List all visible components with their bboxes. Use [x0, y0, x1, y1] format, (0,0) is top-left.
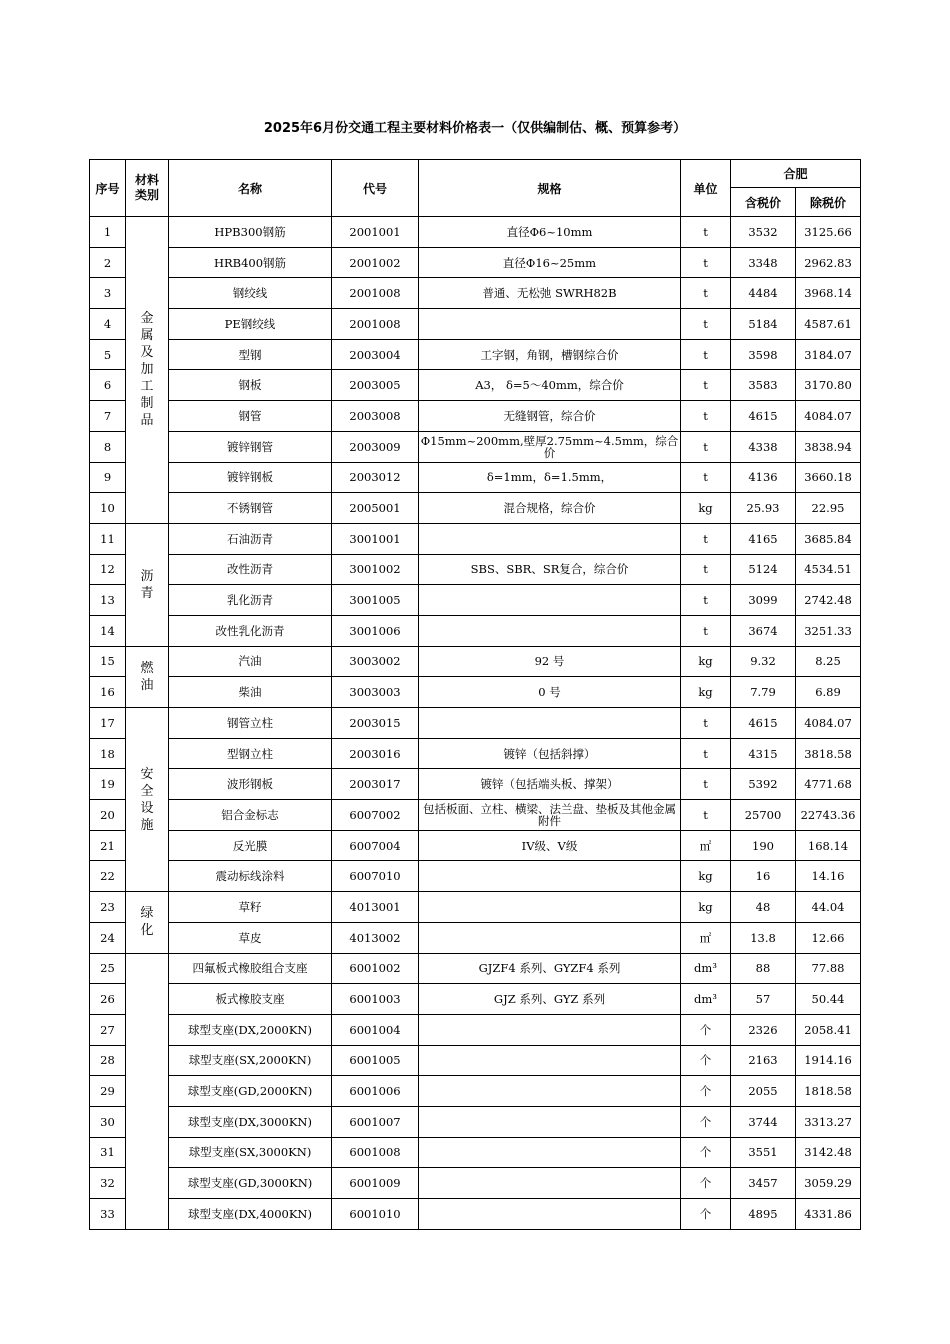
cell-code: 6001010 — [332, 1199, 419, 1230]
price-table — [89, 159, 861, 1230]
table-row — [90, 922, 861, 953]
cell-spec — [419, 1014, 681, 1045]
cell-name: 钢管立柱 — [169, 708, 332, 739]
cell-spec — [419, 523, 681, 554]
cell-tax-excl: 3059.29 — [796, 1168, 861, 1199]
cell-code: 2001008 — [332, 309, 419, 340]
table-row — [90, 1014, 861, 1045]
cell-code: 4013002 — [332, 922, 419, 953]
cell-seq: 22 — [90, 861, 126, 892]
cell-code: 4013001 — [332, 892, 419, 923]
cell-spec — [419, 309, 681, 340]
cell-name: 镀锌钢板 — [169, 462, 332, 493]
cell-tax-incl: 9.32 — [731, 646, 796, 677]
cell-name: 钢板 — [169, 370, 332, 401]
cell-unit: 个 — [681, 1106, 731, 1137]
cell-name: 震动标线涂料 — [169, 861, 332, 892]
cell-tax-incl: 16 — [731, 861, 796, 892]
cell-code: 2003005 — [332, 370, 419, 401]
cell-name: 乳化沥青 — [169, 585, 332, 616]
cell-tax-excl: 4587.61 — [796, 309, 861, 340]
table-row — [90, 708, 861, 739]
cell-seq: 10 — [90, 493, 126, 524]
table-row — [90, 401, 861, 432]
cell-tax-incl: 3674 — [731, 615, 796, 646]
cell-spec — [419, 1199, 681, 1230]
cell-name: 改性乳化沥青 — [169, 615, 332, 646]
table-row — [90, 1045, 861, 1076]
cell-name: 柴油 — [169, 677, 332, 708]
cell-name: 改性沥青 — [169, 554, 332, 585]
cell-name: 型钢 — [169, 339, 332, 370]
cell-tax-excl: 3170.80 — [796, 370, 861, 401]
table-body — [90, 217, 861, 1230]
cell-tax-excl: 22.95 — [796, 493, 861, 524]
header-category-label: 材料类别 — [134, 173, 159, 202]
cell-spec — [419, 615, 681, 646]
cell-tax-incl: 5184 — [731, 309, 796, 340]
cell-unit: dm³ — [681, 953, 731, 984]
cell-unit: t — [681, 309, 731, 340]
cell-tax-incl: 57 — [731, 984, 796, 1015]
cell-seq: 18 — [90, 738, 126, 769]
cell-code: 6007002 — [332, 800, 419, 831]
cell-unit: 个 — [681, 1168, 731, 1199]
cell-tax-incl: 3099 — [731, 585, 796, 616]
cell-code: 2003004 — [332, 339, 419, 370]
cell-spec: GJZF4 系列、GYZF4 系列 — [419, 953, 681, 984]
cell-seq: 20 — [90, 800, 126, 831]
cell-tax-incl: 25700 — [731, 800, 796, 831]
cell-unit: t — [681, 462, 731, 493]
header-code: 代号 — [332, 160, 419, 217]
cell-tax-excl: 8.25 — [796, 646, 861, 677]
cell-tax-excl: 6.89 — [796, 677, 861, 708]
table-row — [90, 493, 861, 524]
cell-seq: 25 — [90, 953, 126, 984]
cell-unit: ㎡ — [681, 922, 731, 953]
cell-code: 6007004 — [332, 830, 419, 861]
cell-tax-excl: 2742.48 — [796, 585, 861, 616]
cell-spec: SBS、SBR、SR复合，综合价 — [419, 554, 681, 585]
table-row — [90, 431, 861, 462]
cell-unit: t — [681, 738, 731, 769]
cell-tax-excl: 4331.86 — [796, 1199, 861, 1230]
cell-seq: 12 — [90, 554, 126, 585]
cell-tax-incl: 3532 — [731, 217, 796, 248]
cell-code: 6001003 — [332, 984, 419, 1015]
cell-name: 球型支座(DX,4000KN) — [169, 1199, 332, 1230]
cell-name: 石油沥青 — [169, 523, 332, 554]
cell-tax-excl: 3838.94 — [796, 431, 861, 462]
cell-tax-excl: 168.14 — [796, 830, 861, 861]
cell-seq: 23 — [90, 892, 126, 923]
cell-code: 2003017 — [332, 769, 419, 800]
cell-spec: 混合规格，综合价 — [419, 493, 681, 524]
cell-tax-incl: 4315 — [731, 738, 796, 769]
cell-unit: t — [681, 615, 731, 646]
cell-unit: t — [681, 401, 731, 432]
cell-tax-excl: 3251.33 — [796, 615, 861, 646]
cell-spec — [419, 922, 681, 953]
cell-spec: 直径Φ16~25mm — [419, 247, 681, 278]
cell-name: HRB400钢筋 — [169, 247, 332, 278]
cell-spec — [419, 1076, 681, 1107]
cell-tax-excl: 14.16 — [796, 861, 861, 892]
cell-tax-incl: 4615 — [731, 708, 796, 739]
cell-tax-incl: 3583 — [731, 370, 796, 401]
cell-category — [126, 523, 169, 646]
cell-spec: δ=1mm，δ=1.5mm， — [419, 462, 681, 493]
cell-unit: kg — [681, 861, 731, 892]
cell-spec: 镀锌（包括斜撑） — [419, 738, 681, 769]
table-row — [90, 1076, 861, 1107]
cell-seq: 1 — [90, 217, 126, 248]
cell-name: PE钢绞线 — [169, 309, 332, 340]
cell-tax-incl: 190 — [731, 830, 796, 861]
cell-tax-incl: 4484 — [731, 278, 796, 309]
cell-unit: 个 — [681, 1076, 731, 1107]
header-spec: 规格 — [419, 160, 681, 217]
category-label: 金属及加工制品 — [140, 311, 154, 429]
cell-code: 6001002 — [332, 953, 419, 984]
cell-unit: t — [681, 708, 731, 739]
cell-code: 2005001 — [332, 493, 419, 524]
cell-unit: kg — [681, 677, 731, 708]
cell-name: HPB300钢筋 — [169, 217, 332, 248]
cell-spec: 0 号 — [419, 677, 681, 708]
cell-code: 2001008 — [332, 278, 419, 309]
cell-tax-incl: 4165 — [731, 523, 796, 554]
table-row — [90, 309, 861, 340]
cell-name: 草皮 — [169, 922, 332, 953]
cell-tax-incl: 25.93 — [731, 493, 796, 524]
cell-tax-excl: 3685.84 — [796, 523, 861, 554]
cell-code: 2001001 — [332, 217, 419, 248]
cell-tax-incl: 4895 — [731, 1199, 796, 1230]
table-row — [90, 800, 861, 831]
cell-spec: 无缝钢管，综合价 — [419, 401, 681, 432]
cell-seq: 32 — [90, 1168, 126, 1199]
cell-tax-excl: 3125.66 — [796, 217, 861, 248]
cell-tax-incl: 5392 — [731, 769, 796, 800]
cell-code: 6001009 — [332, 1168, 419, 1199]
cell-seq: 11 — [90, 523, 126, 554]
cell-tax-incl: 7.79 — [731, 677, 796, 708]
cell-seq: 5 — [90, 339, 126, 370]
category-label: 燃油 — [140, 660, 154, 693]
cell-unit: t — [681, 278, 731, 309]
cell-unit: 个 — [681, 1045, 731, 1076]
cell-tax-excl: 77.88 — [796, 953, 861, 984]
cell-tax-incl: 2163 — [731, 1045, 796, 1076]
cell-seq: 4 — [90, 309, 126, 340]
cell-name: 球型支座(GD,2000KN) — [169, 1076, 332, 1107]
cell-tax-excl: 2962.83 — [796, 247, 861, 278]
cell-tax-incl: 88 — [731, 953, 796, 984]
category-label: 绿化 — [140, 906, 154, 939]
cell-tax-excl: 22743.36 — [796, 800, 861, 831]
cell-name: 不锈钢管 — [169, 493, 332, 524]
table-row — [90, 339, 861, 370]
cell-tax-incl: 2326 — [731, 1014, 796, 1045]
cell-tax-excl: 3142.48 — [796, 1137, 861, 1168]
cell-tax-excl: 1914.16 — [796, 1045, 861, 1076]
table-row — [90, 278, 861, 309]
header-name: 名称 — [169, 160, 332, 217]
cell-name: 板式橡胶支座 — [169, 984, 332, 1015]
cell-unit: kg — [681, 646, 731, 677]
cell-name: 球型支座(SX,2000KN) — [169, 1045, 332, 1076]
header-unit: 单位 — [681, 160, 731, 217]
cell-code: 3001002 — [332, 554, 419, 585]
cell-tax-excl: 50.44 — [796, 984, 861, 1015]
cell-code: 2003012 — [332, 462, 419, 493]
cell-category — [126, 646, 169, 707]
cell-seq: 8 — [90, 431, 126, 462]
cell-tax-excl: 3968.14 — [796, 278, 861, 309]
table-row — [90, 1137, 861, 1168]
cell-seq: 3 — [90, 278, 126, 309]
cell-code: 2003015 — [332, 708, 419, 739]
cell-spec: 普通、无松弛 SWRH82B — [419, 278, 681, 309]
cell-name: 型钢立柱 — [169, 738, 332, 769]
cell-tax-incl: 4338 — [731, 431, 796, 462]
table-row — [90, 830, 861, 861]
cell-code: 3003002 — [332, 646, 419, 677]
cell-tax-excl: 4084.07 — [796, 401, 861, 432]
cell-seq: 31 — [90, 1137, 126, 1168]
cell-spec — [419, 585, 681, 616]
cell-seq: 27 — [90, 1014, 126, 1045]
cell-seq: 7 — [90, 401, 126, 432]
page-title: 2025年6月份交通工程主要材料价格表一（仅供编制估、概、预算参考） — [263, 121, 687, 136]
cell-category — [126, 953, 169, 1229]
cell-spec: 直径Φ6~10mm — [419, 217, 681, 248]
cell-unit: t — [681, 370, 731, 401]
cell-seq: 2 — [90, 247, 126, 278]
cell-name: 球型支座(SX,3000KN) — [169, 1137, 332, 1168]
table-row — [90, 677, 861, 708]
cell-code: 6001004 — [332, 1014, 419, 1045]
category-label: 安全设施 — [140, 766, 154, 833]
cell-tax-incl: 3551 — [731, 1137, 796, 1168]
cell-code: 3001006 — [332, 615, 419, 646]
cell-name: 波形钢板 — [169, 769, 332, 800]
table-row — [90, 585, 861, 616]
cell-unit: kg — [681, 493, 731, 524]
cell-spec — [419, 1045, 681, 1076]
header-tax-incl: 含税价 — [731, 188, 796, 217]
cell-unit: ㎡ — [681, 830, 731, 861]
cell-seq: 28 — [90, 1045, 126, 1076]
table-row — [90, 554, 861, 585]
cell-tax-excl: 1818.58 — [796, 1076, 861, 1107]
cell-seq: 13 — [90, 585, 126, 616]
cell-spec: 92 号 — [419, 646, 681, 677]
cell-spec — [419, 1106, 681, 1137]
cell-code: 3003003 — [332, 677, 419, 708]
cell-tax-excl: 3313.27 — [796, 1106, 861, 1137]
cell-seq: 30 — [90, 1106, 126, 1137]
cell-seq: 29 — [90, 1076, 126, 1107]
cell-tax-excl: 12.66 — [796, 922, 861, 953]
cell-unit: 个 — [681, 1199, 731, 1230]
cell-tax-excl: 4771.68 — [796, 769, 861, 800]
cell-category — [126, 217, 169, 524]
cell-spec — [419, 1168, 681, 1199]
cell-code: 2003008 — [332, 401, 419, 432]
cell-name: 铝合金标志 — [169, 800, 332, 831]
cell-name: 钢管 — [169, 401, 332, 432]
cell-tax-excl: 4534.51 — [796, 554, 861, 585]
cell-code: 6001006 — [332, 1076, 419, 1107]
table-row — [90, 646, 861, 677]
cell-seq: 33 — [90, 1199, 126, 1230]
cell-seq: 26 — [90, 984, 126, 1015]
category-label: 沥青 — [140, 568, 154, 601]
cell-name: 球型支座(DX,2000KN) — [169, 1014, 332, 1045]
cell-spec — [419, 892, 681, 923]
header-category — [126, 160, 169, 217]
cell-unit: 个 — [681, 1014, 731, 1045]
cell-code: 6001005 — [332, 1045, 419, 1076]
cell-unit: 个 — [681, 1137, 731, 1168]
cell-unit: t — [681, 339, 731, 370]
table-header — [90, 160, 861, 217]
cell-seq: 21 — [90, 830, 126, 861]
table-row — [90, 217, 861, 248]
cell-tax-incl: 3348 — [731, 247, 796, 278]
header-tax-excl: 除税价 — [796, 188, 861, 217]
cell-tax-excl: 3818.58 — [796, 738, 861, 769]
cell-tax-excl: 3184.07 — [796, 339, 861, 370]
cell-seq: 17 — [90, 708, 126, 739]
table-row — [90, 769, 861, 800]
cell-code: 3001001 — [332, 523, 419, 554]
cell-spec: 工字钢，角钢，槽钢综合价 — [419, 339, 681, 370]
cell-code: 2003016 — [332, 738, 419, 769]
cell-name: 球型支座(GD,3000KN) — [169, 1168, 332, 1199]
cell-code: 3001005 — [332, 585, 419, 616]
table-row — [90, 738, 861, 769]
cell-code: 6001008 — [332, 1137, 419, 1168]
cell-tax-incl: 4615 — [731, 401, 796, 432]
cell-tax-incl: 13.8 — [731, 922, 796, 953]
cell-spec: 镀锌（包括端头板、撑架） — [419, 769, 681, 800]
cell-name: 镀锌钢管 — [169, 431, 332, 462]
cell-spec: IV级、V级 — [419, 830, 681, 861]
cell-tax-incl: 4136 — [731, 462, 796, 493]
header-city: 合肥 — [731, 160, 861, 188]
cell-unit: t — [681, 431, 731, 462]
table-row — [90, 370, 861, 401]
cell-spec: A3， δ=5～40mm，综合价 — [419, 370, 681, 401]
cell-tax-incl: 3744 — [731, 1106, 796, 1137]
table-row — [90, 462, 861, 493]
cell-spec: GJZ 系列、GYZ 系列 — [419, 984, 681, 1015]
cell-name: 球型支座(DX,3000KN) — [169, 1106, 332, 1137]
cell-unit: t — [681, 523, 731, 554]
cell-name: 钢绞线 — [169, 278, 332, 309]
cell-seq: 9 — [90, 462, 126, 493]
cell-category — [126, 708, 169, 892]
cell-code: 6001007 — [332, 1106, 419, 1137]
cell-spec — [419, 708, 681, 739]
cell-tax-incl: 48 — [731, 892, 796, 923]
cell-tax-excl: 44.04 — [796, 892, 861, 923]
cell-seq: 15 — [90, 646, 126, 677]
cell-seq: 6 — [90, 370, 126, 401]
table-row — [90, 861, 861, 892]
cell-name: 反光膜 — [169, 830, 332, 861]
cell-code: 6007010 — [332, 861, 419, 892]
cell-code: 2001002 — [332, 247, 419, 278]
cell-unit: kg — [681, 892, 731, 923]
cell-seq: 24 — [90, 922, 126, 953]
cell-unit: dm³ — [681, 984, 731, 1015]
table-row — [90, 615, 861, 646]
table-row — [90, 247, 861, 278]
cell-code: 2003009 — [332, 431, 419, 462]
cell-seq: 19 — [90, 769, 126, 800]
table-row — [90, 523, 861, 554]
cell-spec: Φ15mm~200mm,壁厚2.75mm~4.5mm，综合价 — [419, 431, 681, 462]
cell-unit: t — [681, 769, 731, 800]
table-row — [90, 1199, 861, 1230]
cell-name: 汽油 — [169, 646, 332, 677]
cell-tax-incl: 5124 — [731, 554, 796, 585]
cell-unit: t — [681, 585, 731, 616]
table-row — [90, 1168, 861, 1199]
cell-seq: 14 — [90, 615, 126, 646]
cell-name: 四氟板式橡胶组合支座 — [169, 953, 332, 984]
table-row — [90, 892, 861, 923]
cell-name: 草籽 — [169, 892, 332, 923]
cell-spec — [419, 861, 681, 892]
cell-tax-incl: 2055 — [731, 1076, 796, 1107]
cell-tax-excl: 2058.41 — [796, 1014, 861, 1045]
table-row — [90, 1106, 861, 1137]
cell-seq: 16 — [90, 677, 126, 708]
cell-spec: 包括板面、立柱、横梁、法兰盘、垫板及其他金属附件 — [419, 800, 681, 831]
cell-unit: t — [681, 217, 731, 248]
cell-unit: t — [681, 247, 731, 278]
cell-tax-incl: 3457 — [731, 1168, 796, 1199]
cell-unit: t — [681, 800, 731, 831]
table-row — [90, 984, 861, 1015]
cell-tax-excl: 4084.07 — [796, 708, 861, 739]
header-seq: 序号 — [90, 160, 126, 217]
cell-tax-excl: 3660.18 — [796, 462, 861, 493]
cell-spec — [419, 1137, 681, 1168]
table-row — [90, 953, 861, 984]
cell-tax-incl: 3598 — [731, 339, 796, 370]
cell-category — [126, 892, 169, 953]
cell-unit: t — [681, 554, 731, 585]
